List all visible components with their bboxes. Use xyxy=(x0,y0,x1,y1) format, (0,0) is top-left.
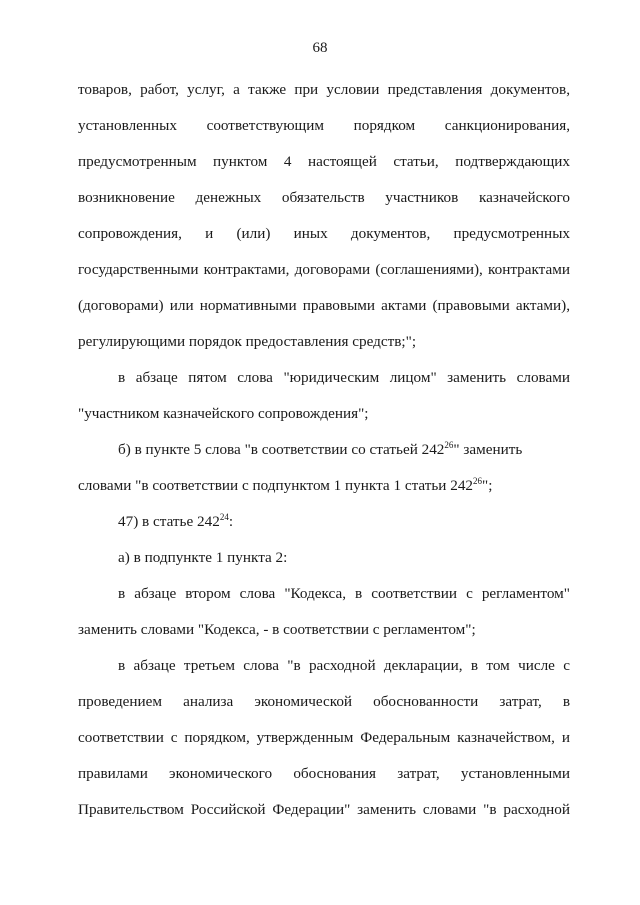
section-heading: 47) в статье $242^{24}$: xyxy=(118,512,234,530)
superscript: 26 xyxy=(444,440,454,450)
text-line: "участником казначейского сопровождения"; xyxy=(78,405,369,422)
text-line: заменить словами "Кодекса, - в соответствии с регламентом"; xyxy=(78,621,476,638)
text-line: (договорами) или нормативными правовыми актами (правовыми актами), xyxy=(78,297,570,314)
text-line: предусмотренным пунктом 4 настоящей статьи, подтверждающих xyxy=(78,153,570,170)
text-line: Правительством Российской Федерации" заменить словами "в расходной xyxy=(78,801,570,818)
paragraph-first-line: в абзаце пятом слова "юридическим лицом" заменить словами xyxy=(118,369,570,386)
text-line: установленных соответствующим порядком санкционирования, xyxy=(78,117,570,134)
page-number: 68 xyxy=(312,40,328,56)
paragraph-first-line xyxy=(118,440,570,460)
text-line: правилами экономического обоснования затрат, установленными xyxy=(78,765,570,782)
text-fragment: б) в пункте 5 слова "в соответствии со статьей $242^{26}$" заменить xyxy=(118,440,523,458)
text-line: возникновение денежных обязательств участников казначейского xyxy=(78,189,570,206)
text-line: сопровождения, и (или) иных документов, предусмотренных xyxy=(78,225,570,242)
text-line: словами "в соответствии с подпунктом 1 пункта 1 статьи $242^{26}$"; xyxy=(78,476,493,494)
superscript: 24 xyxy=(219,512,229,522)
subsection-heading: а) в подпункте 1 пункта 2: xyxy=(118,549,288,566)
paragraph-first-line: в абзаце втором слова "Кодекса, в соответствии с регламентом" xyxy=(118,585,570,602)
text-line: регулирующими порядок предоставления средств;"; xyxy=(78,333,417,350)
text-line: товаров, работ, услуг, а также при условии представления документов, xyxy=(78,81,570,98)
superscript: 26 xyxy=(473,476,483,486)
paragraph-first-line: в абзаце третьем слова "в расходной декларации, в том числе с xyxy=(118,657,570,674)
text-line: проведением анализа экономической обоснованности затрат, в xyxy=(78,693,570,710)
text-line: государственными контрактами, договорами (соглашениями), контрактами xyxy=(78,261,570,278)
text-line: соответствии с порядком, утвержденным Федеральным казначейством, и xyxy=(78,729,570,746)
